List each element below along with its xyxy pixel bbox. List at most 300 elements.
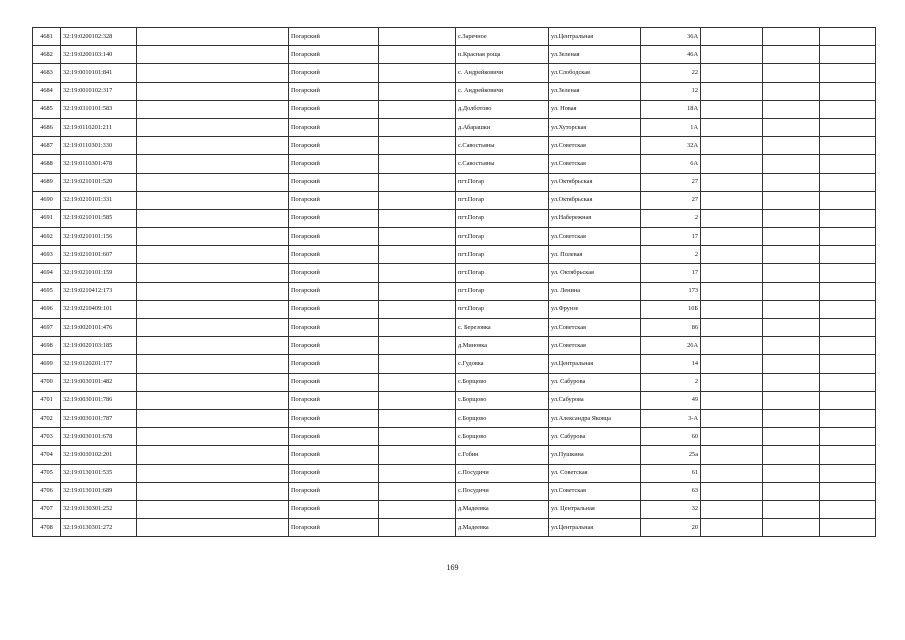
empty-cell (379, 337, 456, 355)
empty-cell (701, 173, 763, 191)
cadastral-number-cell: 32:19:0130301:252 (61, 500, 137, 518)
cadastral-number-cell: 32:19:0130301:272 (61, 519, 137, 537)
street-cell: ул. Октябрьская (549, 264, 641, 282)
empty-cell (137, 191, 289, 209)
empty-cell (820, 428, 876, 446)
row-number-cell: 4697 (33, 319, 61, 337)
empty-cell (820, 409, 876, 427)
district-cell: Погарский (289, 118, 379, 136)
locality-cell: с.Посудичи (456, 464, 549, 482)
cadastral-number-cell: 32:19:0010101:841 (61, 64, 137, 82)
cadastral-number-cell: 32:19:0200102:328 (61, 28, 137, 46)
district-cell: Погарский (289, 446, 379, 464)
district-cell: Погарский (289, 409, 379, 427)
street-cell: ул.Советская (549, 482, 641, 500)
empty-cell (137, 300, 289, 318)
cadastral-number-cell: 32:19:0210101:585 (61, 209, 137, 227)
row-number-cell: 4684 (33, 82, 61, 100)
empty-cell (763, 482, 820, 500)
row-number-cell: 4702 (33, 409, 61, 427)
row-number-cell: 4703 (33, 428, 61, 446)
table-row (33, 46, 876, 64)
empty-cell (379, 228, 456, 246)
empty-cell (820, 373, 876, 391)
empty-cell (137, 155, 289, 173)
street-cell: ул.Пушкина (549, 446, 641, 464)
empty-cell (763, 46, 820, 64)
empty-cell (701, 118, 763, 136)
row-number-cell: 4692 (33, 228, 61, 246)
street-cell: ул. Ленина (549, 282, 641, 300)
empty-cell (763, 391, 820, 409)
locality-cell: с.Заречное (456, 28, 549, 46)
street-cell: ул. Советская (549, 464, 641, 482)
empty-cell (379, 64, 456, 82)
house-number-cell: 27 (641, 173, 701, 191)
row-number-cell: 4708 (33, 519, 61, 537)
empty-cell (379, 282, 456, 300)
locality-cell: д.Долботово (456, 100, 549, 118)
cadastral-number-cell: 32:19:0110301:330 (61, 137, 137, 155)
empty-cell (701, 46, 763, 64)
empty-cell (701, 428, 763, 446)
district-cell: Погарский (289, 391, 379, 409)
empty-cell (763, 464, 820, 482)
empty-cell (820, 28, 876, 46)
empty-cell (763, 319, 820, 337)
empty-cell (763, 82, 820, 100)
row-number-cell: 4693 (33, 246, 61, 264)
empty-cell (137, 246, 289, 264)
empty-cell (820, 282, 876, 300)
empty-cell (379, 519, 456, 537)
district-cell: Погарский (289, 355, 379, 373)
district-cell: Погарский (289, 246, 379, 264)
empty-cell (763, 173, 820, 191)
house-number-cell: 17 (641, 264, 701, 282)
house-number-cell: 49 (641, 391, 701, 409)
empty-cell (379, 246, 456, 264)
locality-cell: с.Посудичи (456, 482, 549, 500)
street-cell: ул.Октябрьская (549, 191, 641, 209)
table-row (33, 355, 876, 373)
row-number-cell: 4696 (33, 300, 61, 318)
empty-cell (379, 28, 456, 46)
empty-cell (379, 155, 456, 173)
house-number-cell: 26А (641, 337, 701, 355)
house-number-cell: 27 (641, 191, 701, 209)
row-number-cell: 4707 (33, 500, 61, 518)
empty-cell (137, 228, 289, 246)
empty-cell (701, 100, 763, 118)
empty-cell (137, 355, 289, 373)
cadastral-number-cell: 32:19:0200103:140 (61, 46, 137, 64)
house-number-cell: 14 (641, 355, 701, 373)
street-cell: ул.Набережная (549, 209, 641, 227)
row-number-cell: 4681 (33, 28, 61, 46)
locality-cell: д.Мадеевка (456, 500, 549, 518)
empty-cell (379, 82, 456, 100)
cadastral-number-cell: 32:19:0010102:317 (61, 82, 137, 100)
street-cell: ул.Центральная (549, 519, 641, 537)
street-cell: ул. Сабурова (549, 428, 641, 446)
district-cell: Погарский (289, 100, 379, 118)
locality-cell: с.Борщово (456, 428, 549, 446)
house-number-cell: 2 (641, 209, 701, 227)
empty-cell (137, 28, 289, 46)
empty-cell (763, 500, 820, 518)
empty-cell (701, 28, 763, 46)
street-cell: ул.Хуторская (549, 118, 641, 136)
empty-cell (820, 355, 876, 373)
empty-cell (763, 428, 820, 446)
house-number-cell: 32 (641, 500, 701, 518)
locality-cell: пгт.Погар (456, 191, 549, 209)
district-cell: Погарский (289, 64, 379, 82)
empty-cell (379, 391, 456, 409)
locality-cell: с.Гудовка (456, 355, 549, 373)
empty-cell (763, 64, 820, 82)
empty-cell (763, 228, 820, 246)
empty-cell (763, 300, 820, 318)
table-row (33, 464, 876, 482)
house-number-cell: 63 (641, 482, 701, 500)
cadastral-number-cell: 32:19:0030101:678 (61, 428, 137, 446)
cadastral-number-cell: 32:19:0030101:482 (61, 373, 137, 391)
district-cell: Погарский (289, 464, 379, 482)
table-row (33, 228, 876, 246)
cadastral-number-cell: 32:19:0030101:786 (61, 391, 137, 409)
empty-cell (820, 264, 876, 282)
district-cell: Погарский (289, 300, 379, 318)
empty-cell (820, 46, 876, 64)
house-number-cell: 18А (641, 100, 701, 118)
cadastral-number-cell: 32:19:0030101:787 (61, 409, 137, 427)
district-cell: Погарский (289, 209, 379, 227)
locality-cell: с.Савостьяны (456, 137, 549, 155)
empty-cell (379, 464, 456, 482)
locality-cell: с.Борщово (456, 373, 549, 391)
cadastral-number-cell: 32:19:0210101:520 (61, 173, 137, 191)
empty-cell (379, 428, 456, 446)
locality-cell: д.Миновка (456, 337, 549, 355)
row-number-cell: 4686 (33, 118, 61, 136)
street-cell: ул.Слободская (549, 64, 641, 82)
empty-cell (379, 137, 456, 155)
table-row (33, 482, 876, 500)
empty-cell (763, 209, 820, 227)
empty-cell (763, 355, 820, 373)
house-number-cell: 25а (641, 446, 701, 464)
row-number-cell: 4706 (33, 482, 61, 500)
row-number-cell: 4701 (33, 391, 61, 409)
registry-body (33, 28, 876, 537)
district-cell: Погарский (289, 155, 379, 173)
table-row (33, 191, 876, 209)
street-cell: ул.Советская (549, 155, 641, 173)
table-row (33, 337, 876, 355)
empty-cell (701, 137, 763, 155)
empty-cell (701, 373, 763, 391)
row-number-cell: 4688 (33, 155, 61, 173)
table-row (33, 282, 876, 300)
empty-cell (379, 409, 456, 427)
empty-cell (763, 409, 820, 427)
empty-cell (763, 118, 820, 136)
cadastral-number-cell: 32:19:0130101:689 (61, 482, 137, 500)
cadastral-number-cell: 32:19:0210101:331 (61, 191, 137, 209)
house-number-cell: 86 (641, 319, 701, 337)
cadastral-number-cell: 32:19:0110201:211 (61, 118, 137, 136)
cadastral-number-cell: 32:19:0120201:177 (61, 355, 137, 373)
empty-cell (820, 391, 876, 409)
locality-cell: пгт.Погар (456, 246, 549, 264)
street-cell: ул.Центральная (549, 28, 641, 46)
house-number-cell: 32А (641, 137, 701, 155)
locality-cell: с.Борщово (456, 409, 549, 427)
empty-cell (820, 464, 876, 482)
locality-cell: пгт.Погар (456, 264, 549, 282)
empty-cell (701, 246, 763, 264)
row-number-cell: 4704 (33, 446, 61, 464)
empty-cell (763, 137, 820, 155)
table-row (33, 209, 876, 227)
empty-cell (701, 300, 763, 318)
table-row (33, 82, 876, 100)
row-number-cell: 4690 (33, 191, 61, 209)
empty-cell (137, 137, 289, 155)
empty-cell (820, 246, 876, 264)
locality-cell: д.Абарашки (456, 118, 549, 136)
empty-cell (820, 500, 876, 518)
empty-cell (820, 300, 876, 318)
row-number-cell: 4705 (33, 464, 61, 482)
district-cell: Погарский (289, 82, 379, 100)
table-row (33, 246, 876, 264)
house-number-cell: 173 (641, 282, 701, 300)
empty-cell (763, 373, 820, 391)
row-number-cell: 4683 (33, 64, 61, 82)
empty-cell (137, 337, 289, 355)
table-row (33, 118, 876, 136)
empty-cell (701, 228, 763, 246)
street-cell: ул.Зеленая (549, 46, 641, 64)
empty-cell (701, 82, 763, 100)
street-cell: ул.Октябрьская (549, 173, 641, 191)
street-cell: ул.Советская (549, 228, 641, 246)
row-number-cell: 4689 (33, 173, 61, 191)
cadastral-number-cell: 32:19:0020103:185 (61, 337, 137, 355)
cadastral-number-cell: 32:19:0210101:607 (61, 246, 137, 264)
locality-cell: пгт.Погар (456, 209, 549, 227)
cadastral-number-cell: 32:19:0210101:159 (61, 264, 137, 282)
empty-cell (701, 264, 763, 282)
empty-cell (137, 118, 289, 136)
empty-cell (820, 191, 876, 209)
street-cell: ул. Сабурова (549, 373, 641, 391)
empty-cell (137, 391, 289, 409)
house-number-cell: 20 (641, 519, 701, 537)
row-number-cell: 4699 (33, 355, 61, 373)
cadastral-number-cell: 32:19:0110301:478 (61, 155, 137, 173)
empty-cell (701, 282, 763, 300)
locality-cell: пгт.Погар (456, 228, 549, 246)
empty-cell (137, 64, 289, 82)
house-number-cell: 22 (641, 64, 701, 82)
table-row (33, 373, 876, 391)
empty-cell (137, 519, 289, 537)
house-number-cell: 46А (641, 46, 701, 64)
empty-cell (137, 500, 289, 518)
empty-cell (820, 337, 876, 355)
empty-cell (763, 282, 820, 300)
table-row (33, 28, 876, 46)
row-number-cell: 4691 (33, 209, 61, 227)
house-number-cell: 1А (641, 118, 701, 136)
registry-table (32, 27, 876, 537)
row-number-cell: 4687 (33, 137, 61, 155)
empty-cell (379, 446, 456, 464)
table-row (33, 319, 876, 337)
empty-cell (701, 482, 763, 500)
street-cell: ул. Новая (549, 100, 641, 118)
empty-cell (137, 373, 289, 391)
empty-cell (137, 264, 289, 282)
district-cell: Погарский (289, 428, 379, 446)
locality-cell: д.Мадеевка (456, 519, 549, 537)
empty-cell (820, 446, 876, 464)
house-number-cell: 10Б (641, 300, 701, 318)
empty-cell (137, 428, 289, 446)
empty-cell (820, 118, 876, 136)
table-row (33, 500, 876, 518)
house-number-cell: 60 (641, 428, 701, 446)
empty-cell (701, 155, 763, 173)
empty-cell (379, 209, 456, 227)
empty-cell (763, 100, 820, 118)
empty-cell (820, 173, 876, 191)
empty-cell (379, 173, 456, 191)
empty-cell (701, 337, 763, 355)
locality-cell: с.Гобин (456, 446, 549, 464)
locality-cell: с.Борщово (456, 391, 549, 409)
district-cell: Погарский (289, 482, 379, 500)
empty-cell (137, 446, 289, 464)
cadastral-number-cell: 32:19:0130101:535 (61, 464, 137, 482)
locality-cell: с. Андрейковичи (456, 64, 549, 82)
row-number-cell: 4685 (33, 100, 61, 118)
empty-cell (763, 337, 820, 355)
empty-cell (379, 46, 456, 64)
empty-cell (137, 173, 289, 191)
empty-cell (763, 191, 820, 209)
empty-cell (379, 319, 456, 337)
empty-cell (763, 264, 820, 282)
street-cell: ул.Фрунзе (549, 300, 641, 318)
district-cell: Погарский (289, 337, 379, 355)
empty-cell (137, 282, 289, 300)
empty-cell (820, 155, 876, 173)
empty-cell (379, 191, 456, 209)
table-row (33, 264, 876, 282)
empty-cell (379, 100, 456, 118)
locality-cell: пгт.Погар (456, 282, 549, 300)
street-cell: ул.Советская (549, 337, 641, 355)
house-number-cell: 2 (641, 373, 701, 391)
district-cell: Погарский (289, 319, 379, 337)
row-number-cell: 4682 (33, 46, 61, 64)
street-cell: ул. Центральная (549, 500, 641, 518)
cadastral-number-cell: 32:19:0310101:583 (61, 100, 137, 118)
empty-cell (701, 64, 763, 82)
page-number: 169 (446, 563, 459, 572)
empty-cell (701, 446, 763, 464)
street-cell: ул.Советская (549, 319, 641, 337)
street-cell: ул. Полевая (549, 246, 641, 264)
table-row (33, 391, 876, 409)
cadastral-number-cell: 32:19:0210412:173 (61, 282, 137, 300)
empty-cell (701, 391, 763, 409)
house-number-cell: 17 (641, 228, 701, 246)
empty-cell (701, 319, 763, 337)
empty-cell (701, 209, 763, 227)
empty-cell (820, 82, 876, 100)
empty-cell (701, 191, 763, 209)
district-cell: Погарский (289, 264, 379, 282)
table-row (33, 300, 876, 318)
district-cell: Погарский (289, 519, 379, 537)
locality-cell: пгт.Погар (456, 173, 549, 191)
empty-cell (763, 155, 820, 173)
empty-cell (820, 482, 876, 500)
locality-cell: с.Савостьяны (456, 155, 549, 173)
table-row (33, 137, 876, 155)
empty-cell (379, 373, 456, 391)
empty-cell (763, 446, 820, 464)
empty-cell (820, 228, 876, 246)
district-cell: Погарский (289, 228, 379, 246)
district-cell: Погарский (289, 137, 379, 155)
district-cell: Погарский (289, 46, 379, 64)
house-number-cell: 2 (641, 246, 701, 264)
empty-cell (820, 100, 876, 118)
house-number-cell: 12 (641, 82, 701, 100)
house-number-cell: 6А (641, 155, 701, 173)
empty-cell (137, 209, 289, 227)
empty-cell (701, 409, 763, 427)
locality-cell: с. Андрейковичи (456, 82, 549, 100)
empty-cell (820, 64, 876, 82)
house-number-cell: 36А (641, 28, 701, 46)
empty-cell (137, 100, 289, 118)
empty-cell (379, 300, 456, 318)
empty-cell (137, 319, 289, 337)
row-number-cell: 4700 (33, 373, 61, 391)
street-cell: ул.Зеленая (549, 82, 641, 100)
empty-cell (820, 137, 876, 155)
street-cell: ул.Советская (549, 137, 641, 155)
district-cell: Погарский (289, 500, 379, 518)
empty-cell (701, 500, 763, 518)
row-number-cell: 4694 (33, 264, 61, 282)
street-cell: ул.Центральная (549, 355, 641, 373)
empty-cell (701, 355, 763, 373)
table-row (33, 428, 876, 446)
empty-cell (379, 355, 456, 373)
empty-cell (379, 482, 456, 500)
cadastral-number-cell: 32:19:0030102:201 (61, 446, 137, 464)
empty-cell (701, 519, 763, 537)
